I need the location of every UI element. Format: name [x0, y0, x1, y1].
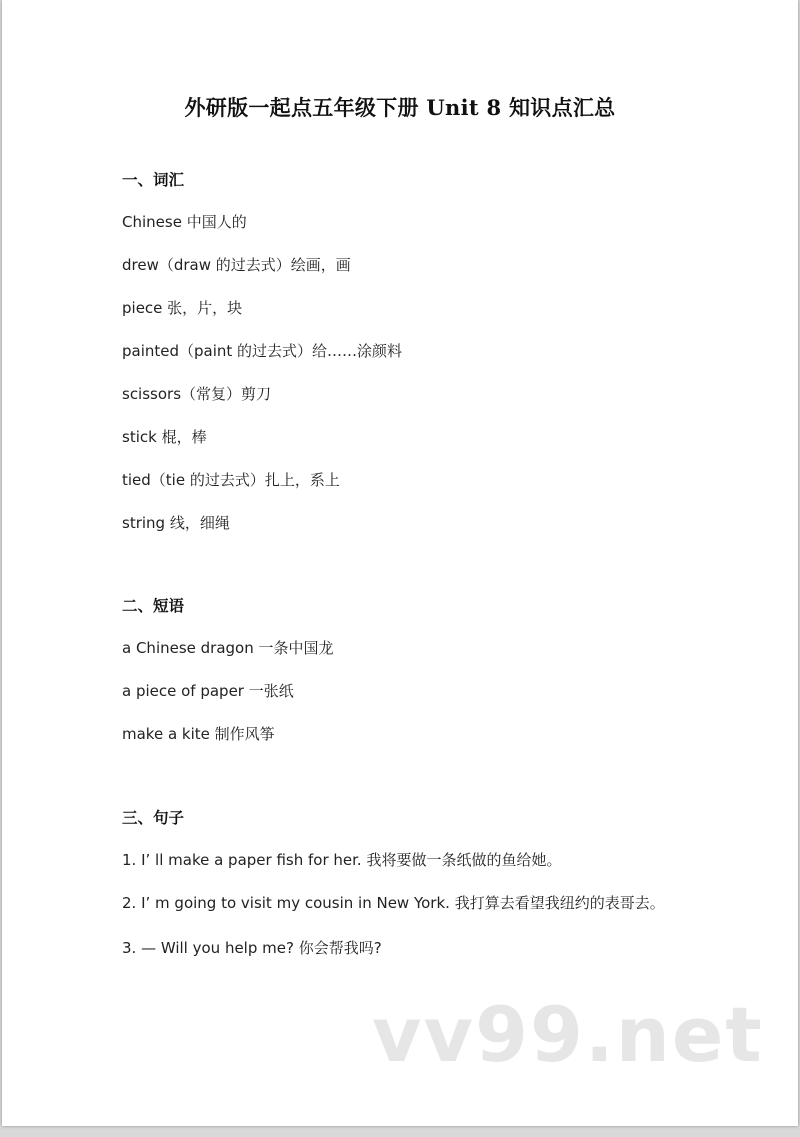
vocab-item: drew（draw 的过去式）绘画，画 — [122, 256, 351, 274]
watermark: vv99.net — [372, 990, 764, 1079]
vocab-item: stick 棍，棒 — [122, 428, 207, 446]
vocab-item: scissors（常复）剪刀 — [122, 385, 272, 403]
section-phrases — [122, 592, 738, 748]
section-heading: 一、词汇 — [122, 171, 185, 189]
section-sentences — [122, 804, 738, 962]
sentence-item: 3. — Will you help me? 你会帮我吗? — [122, 939, 382, 957]
vocab-item: string 线，细绳 — [122, 514, 230, 532]
document-title: 外研版一起点五年级下册 Unit 8 知识点汇总 — [184, 95, 616, 120]
vocab-item: Chinese 中国人的 — [122, 213, 247, 231]
vocab-item: piece 张，片，块 — [122, 299, 243, 317]
phrase-item: make a kite 制作风筝 — [122, 725, 275, 743]
sentence-item: 2. I’ m going to visit my cousin in New York. 我打算去看望我纽约的表哥去。 — [122, 894, 665, 912]
document-page — [2, 0, 798, 1126]
sentence-item: 1. I’ ll make a paper fish for her. 我将要做一条纸做的鱼给她。 — [122, 851, 562, 869]
section-heading: 三、句子 — [122, 809, 185, 827]
phrase-item: a piece of paper 一张纸 — [122, 682, 294, 700]
phrase-item: a Chinese dragon 一条中国龙 — [122, 639, 334, 657]
vocab-item: tied（tie 的过去式）扎上，系上 — [122, 471, 340, 489]
section-heading: 二、短语 — [122, 597, 185, 615]
section-vocabulary — [122, 166, 738, 537]
vocab-item: painted（paint 的过去式）给……涂颜料 — [122, 342, 403, 360]
